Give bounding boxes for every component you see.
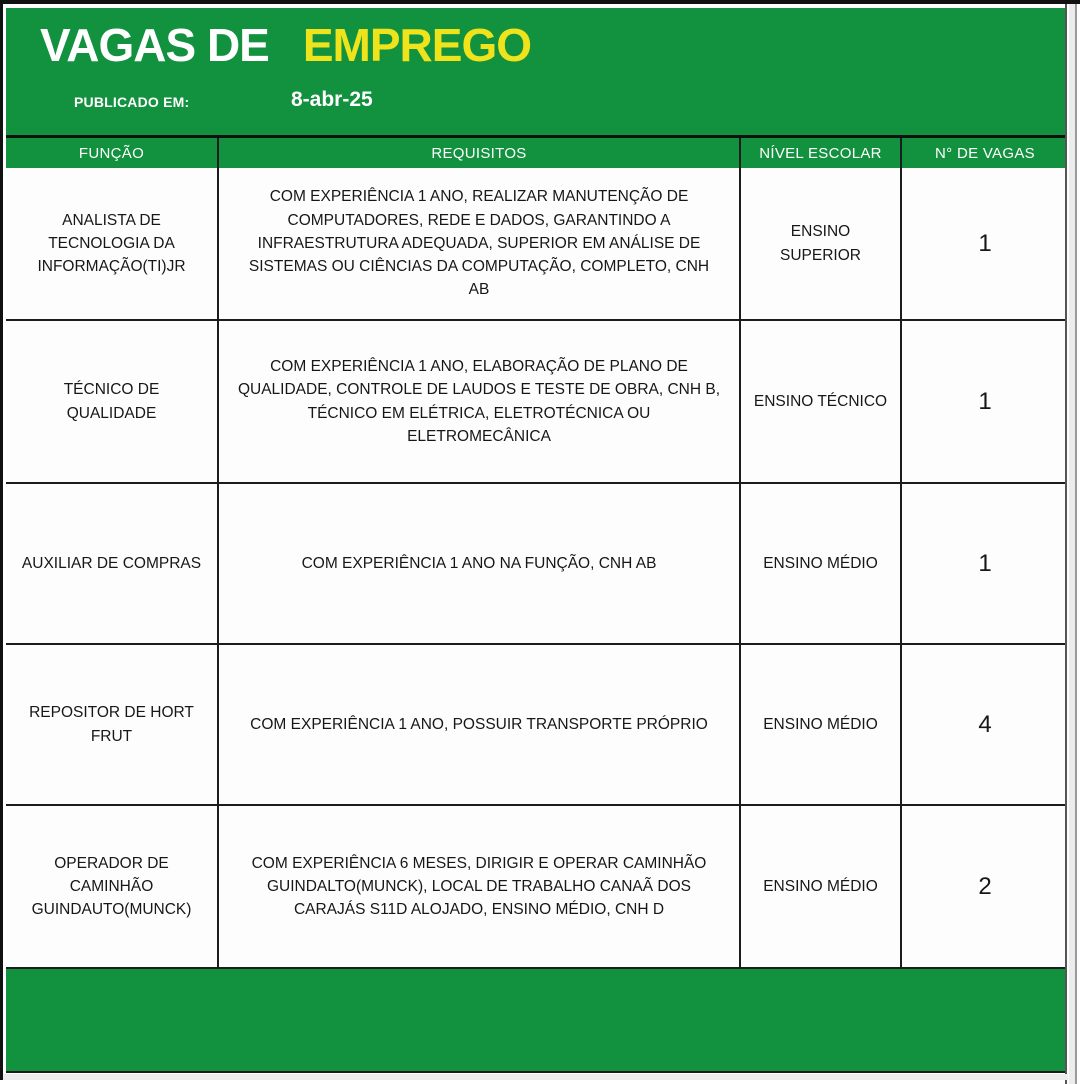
content-area bbox=[6, 8, 1068, 1073]
table-row bbox=[6, 168, 1065, 321]
published-date: 8-abr-25 bbox=[291, 88, 373, 111]
cell-nivel-escolar: ENSINO MÉDIO bbox=[741, 806, 902, 967]
header-banner bbox=[6, 8, 1065, 138]
cell-funcao: REPOSITOR DE HORT FRUT bbox=[6, 645, 219, 804]
table-row bbox=[6, 806, 1065, 969]
title-yellow-part: EMPREGO bbox=[302, 19, 532, 71]
table-row bbox=[6, 645, 1065, 806]
cell-num-vagas: 1 bbox=[978, 229, 992, 257]
cell-requisitos: COM EXPERIÊNCIA 1 ANO, ELABORAÇÃO DE PLANO DE QUALIDADE, CONTROLE DE LAUDOS E TESTE DE OBRA, CNH B, TÉCNICO EM ELÉTRICA, ELETROTÉCNICA OU ELETROMECÂNICA bbox=[219, 321, 741, 482]
cell-funcao: ANALISTA DE TECNOLOGIA DA INFORMAÇÃO(TI)JR bbox=[6, 168, 219, 319]
column-header-nivel-escolar: NÍVEL ESCOLAR bbox=[741, 138, 902, 168]
page-title bbox=[40, 18, 531, 72]
table-row bbox=[6, 321, 1065, 484]
cell-num-vagas: 1 bbox=[978, 387, 992, 415]
table-row bbox=[6, 484, 1065, 645]
cell-requisitos: COM EXPERIÊNCIA 1 ANO NA FUNÇÃO, CNH AB bbox=[219, 484, 741, 643]
table-header-row bbox=[6, 138, 1065, 168]
cell-nivel-escolar: ENSINO SUPERIOR bbox=[741, 168, 902, 319]
cell-num-vagas: 1 bbox=[978, 549, 992, 577]
column-header-funcao: FUNÇÃO bbox=[6, 138, 219, 168]
cell-nivel-escolar: ENSINO MÉDIO bbox=[741, 645, 902, 804]
vertical-scrollbar[interactable] bbox=[1065, 4, 1080, 1084]
column-header-num-vagas: N° DE VAGAS bbox=[935, 144, 1035, 162]
cell-nivel-escolar: ENSINO MÉDIO bbox=[741, 484, 902, 643]
published-label: PUBLICADO EM: bbox=[74, 94, 190, 110]
cell-requisitos: COM EXPERIÊNCIA 1 ANO, REALIZAR MANUTENÇÃO DE COMPUTADORES, REDE E DADOS, GARANTINDO A INFRAESTRUTURA ADEQUADA, SUPERIOR EM ANÁLISE DE SISTEMAS OU CIÊNCIAS DA COMPUTAÇÃO, COMPLETO, CNH AB bbox=[219, 168, 741, 319]
column-header-requisitos: REQUISITOS bbox=[219, 138, 741, 168]
table-body bbox=[6, 168, 1065, 969]
cell-requisitos: COM EXPERIÊNCIA 1 ANO, POSSUIR TRANSPORTE PRÓPRIO bbox=[219, 645, 741, 804]
cell-funcao: OPERADOR DE CAMINHÃO GUINDAUTO(MUNCK) bbox=[6, 806, 219, 967]
cell-num-vagas: 2 bbox=[978, 872, 992, 900]
cell-num-vagas: 4 bbox=[978, 710, 992, 738]
cell-requisitos: COM EXPERIÊNCIA 6 MESES, DIRIGIR E OPERAR CAMINHÃO GUINDALTO(MUNCK), LOCAL DE TRABALHO CANAÃ DOS CARAJÁS S11D ALOJADO, ENSINO MÉDIO, CNH D bbox=[219, 806, 741, 967]
footer-banner bbox=[6, 969, 1065, 1073]
bottom-edge-strip bbox=[3, 1074, 1068, 1080]
title-white-part: VAGAS DE bbox=[40, 19, 269, 71]
cell-nivel-escolar: ENSINO TÉCNICO bbox=[741, 321, 902, 482]
cell-funcao: AUXILIAR DE COMPRAS bbox=[6, 484, 219, 643]
cell-funcao: TÉCNICO DE QUALIDADE bbox=[6, 321, 219, 482]
